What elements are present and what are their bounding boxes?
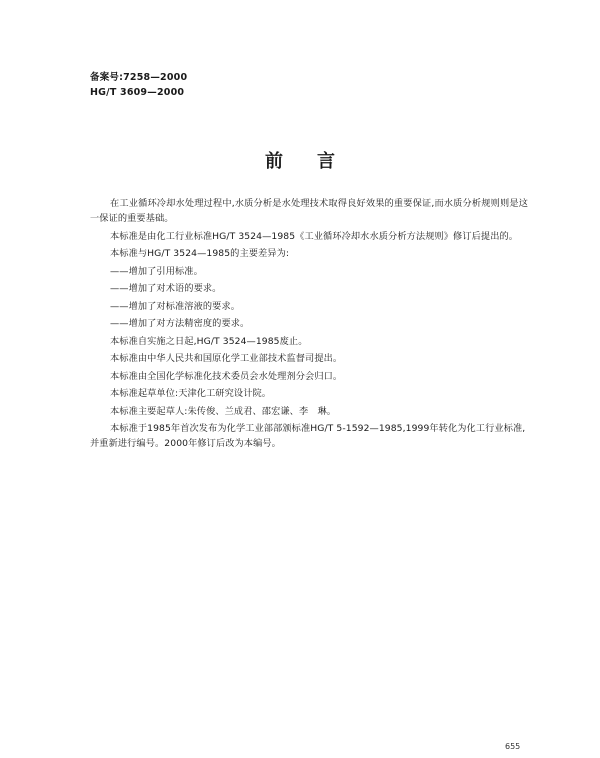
list-item-difference: ——增加了引用标准。 <box>110 265 203 277</box>
page-title: 前言 <box>265 151 369 172</box>
paragraph-history: 本标准于1985年首次发布为化学工业部部颁标准HG/T 5-1592—1985,1999年转化为化工行业标准,并重新进行编号。2000年修订后改为本编号。 <box>90 423 526 449</box>
record-number: 备案号:7258—2000 <box>90 72 188 83</box>
page-number: 655 <box>505 742 521 751</box>
document-header <box>90 70 187 100</box>
list-item-difference: ——增加了对术语的要求。 <box>110 283 222 294</box>
paragraph-drafters: 本标准主要起草人:朱传俊、兰成君、邵宏谦、李 琳。 <box>110 405 337 417</box>
paragraph-intro: 在工业循环冷却水处理过程中,水质分析是水处理技术取得良好效果的重要保证,而水质分析规则则是这一保证的重要基础。 <box>90 198 528 224</box>
standard-code: HG/T 3609—2000 <box>90 87 185 98</box>
paragraph-replacement: 本标准自实施之日起,HG/T 3524—1985废止。 <box>110 335 308 347</box>
paragraph-origin: 本标准是由化工行业标准HG/T 3524—1985《工业循环冷却水水质分析方法规则》修订后提出的。 <box>110 230 519 242</box>
paragraph-proposer: 本标准由中华人民共和国原化学工业部技术监督司提出。 <box>110 353 343 364</box>
paragraph-committee: 本标准由全国化学标准化技术委员会水处理剂分会归口。 <box>110 370 343 382</box>
list-item-difference: ——增加了对标准溶液的要求。 <box>110 300 241 312</box>
paragraph-differences: 本标准与HG/T 3524—1985的主要差异为: <box>110 248 290 259</box>
paragraph-drafting-unit: 本标准起草单位:天津化工研究设计院。 <box>110 388 272 399</box>
foreword-body <box>90 196 528 454</box>
list-item-difference: ——增加了对方法精密度的要求。 <box>110 318 250 329</box>
